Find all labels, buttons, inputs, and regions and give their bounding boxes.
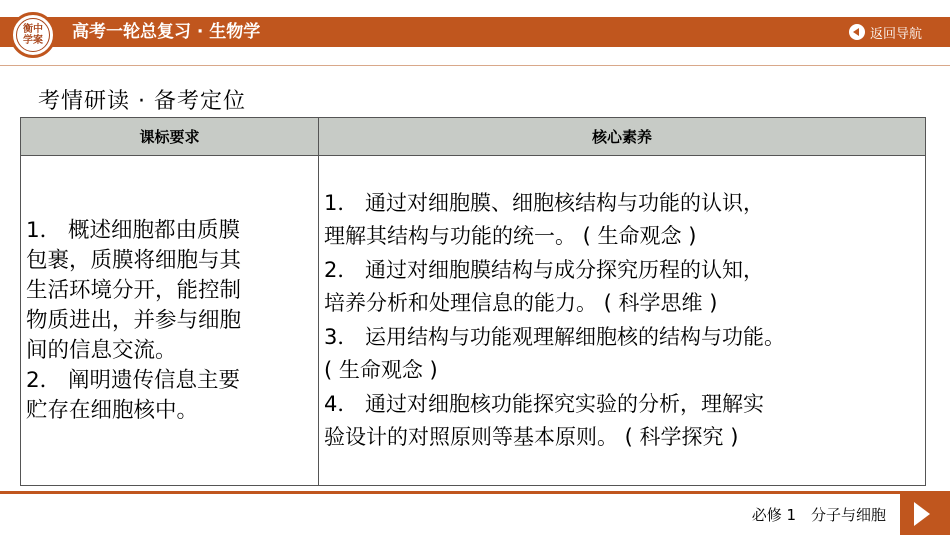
logo-seal <box>16 18 50 52</box>
requirement-line: 1． 概述细胞都由质膜 <box>26 217 241 243</box>
next-page-button[interactable] <box>900 494 950 535</box>
literacy-line: 3． 运用结构与功能观理解细胞核的结构与功能。 <box>324 324 786 349</box>
header <box>0 0 950 66</box>
play-right-icon <box>914 502 930 526</box>
requirement-line: 间的信息交流。 <box>26 337 177 363</box>
literacy-line: ( 生命观念 ) <box>324 358 438 382</box>
back-nav-button[interactable] <box>849 17 922 47</box>
table-header-row <box>21 118 926 156</box>
requirement-line: 2． 阐明遗传信息主要 <box>26 367 241 393</box>
requirement-line: 贮存在细胞核中。 <box>26 397 199 423</box>
back-nav-label: 返回导航 <box>869 26 922 42</box>
back-arrow-icon <box>849 24 865 40</box>
curriculum-requirements-cell <box>21 156 319 486</box>
header-divider <box>0 65 950 66</box>
table-row <box>21 156 926 486</box>
logo-line-1: 衡中 <box>23 24 43 35</box>
footer-book-label: 必修 1 分子与细胞 <box>751 506 886 524</box>
logo <box>10 12 56 58</box>
footer-divider <box>0 491 950 494</box>
column-header-literacy: 核心素养 <box>319 118 926 156</box>
core-literacy-cell <box>319 156 926 486</box>
requirement-line: 包裹，质膜将细胞与其 <box>26 247 242 273</box>
section-heading: 考情研读 · 备考定位 <box>38 89 246 114</box>
literacy-line: 理解其结构与功能的统一。 ( 生命观念 ) <box>324 224 697 248</box>
column-header-curriculum: 课标要求 <box>21 118 319 156</box>
literacy-line: 验设计的对照原则等基本原则。 ( 科学探究 ) <box>324 425 739 449</box>
literacy-line: 4． 通过对细胞核功能探究实验的分析，理解实 <box>324 391 765 416</box>
logo-line-2: 学案 <box>23 35 43 46</box>
header-title: 高考一轮总复习 · 生物学 <box>72 22 261 42</box>
requirement-line: 生活环境分开，能控制 <box>26 277 242 303</box>
standards-table <box>20 117 926 486</box>
literacy-line: 2． 通过对细胞膜结构与成分探究历程的认知， <box>324 257 765 282</box>
literacy-line: 1． 通过对细胞膜、细胞核结构与功能的认识， <box>324 190 765 215</box>
literacy-line: 培养分析和处理信息的能力。 ( 科学思维 ) <box>324 291 718 315</box>
requirement-line: 物质进出，并参与细胞 <box>26 307 242 333</box>
